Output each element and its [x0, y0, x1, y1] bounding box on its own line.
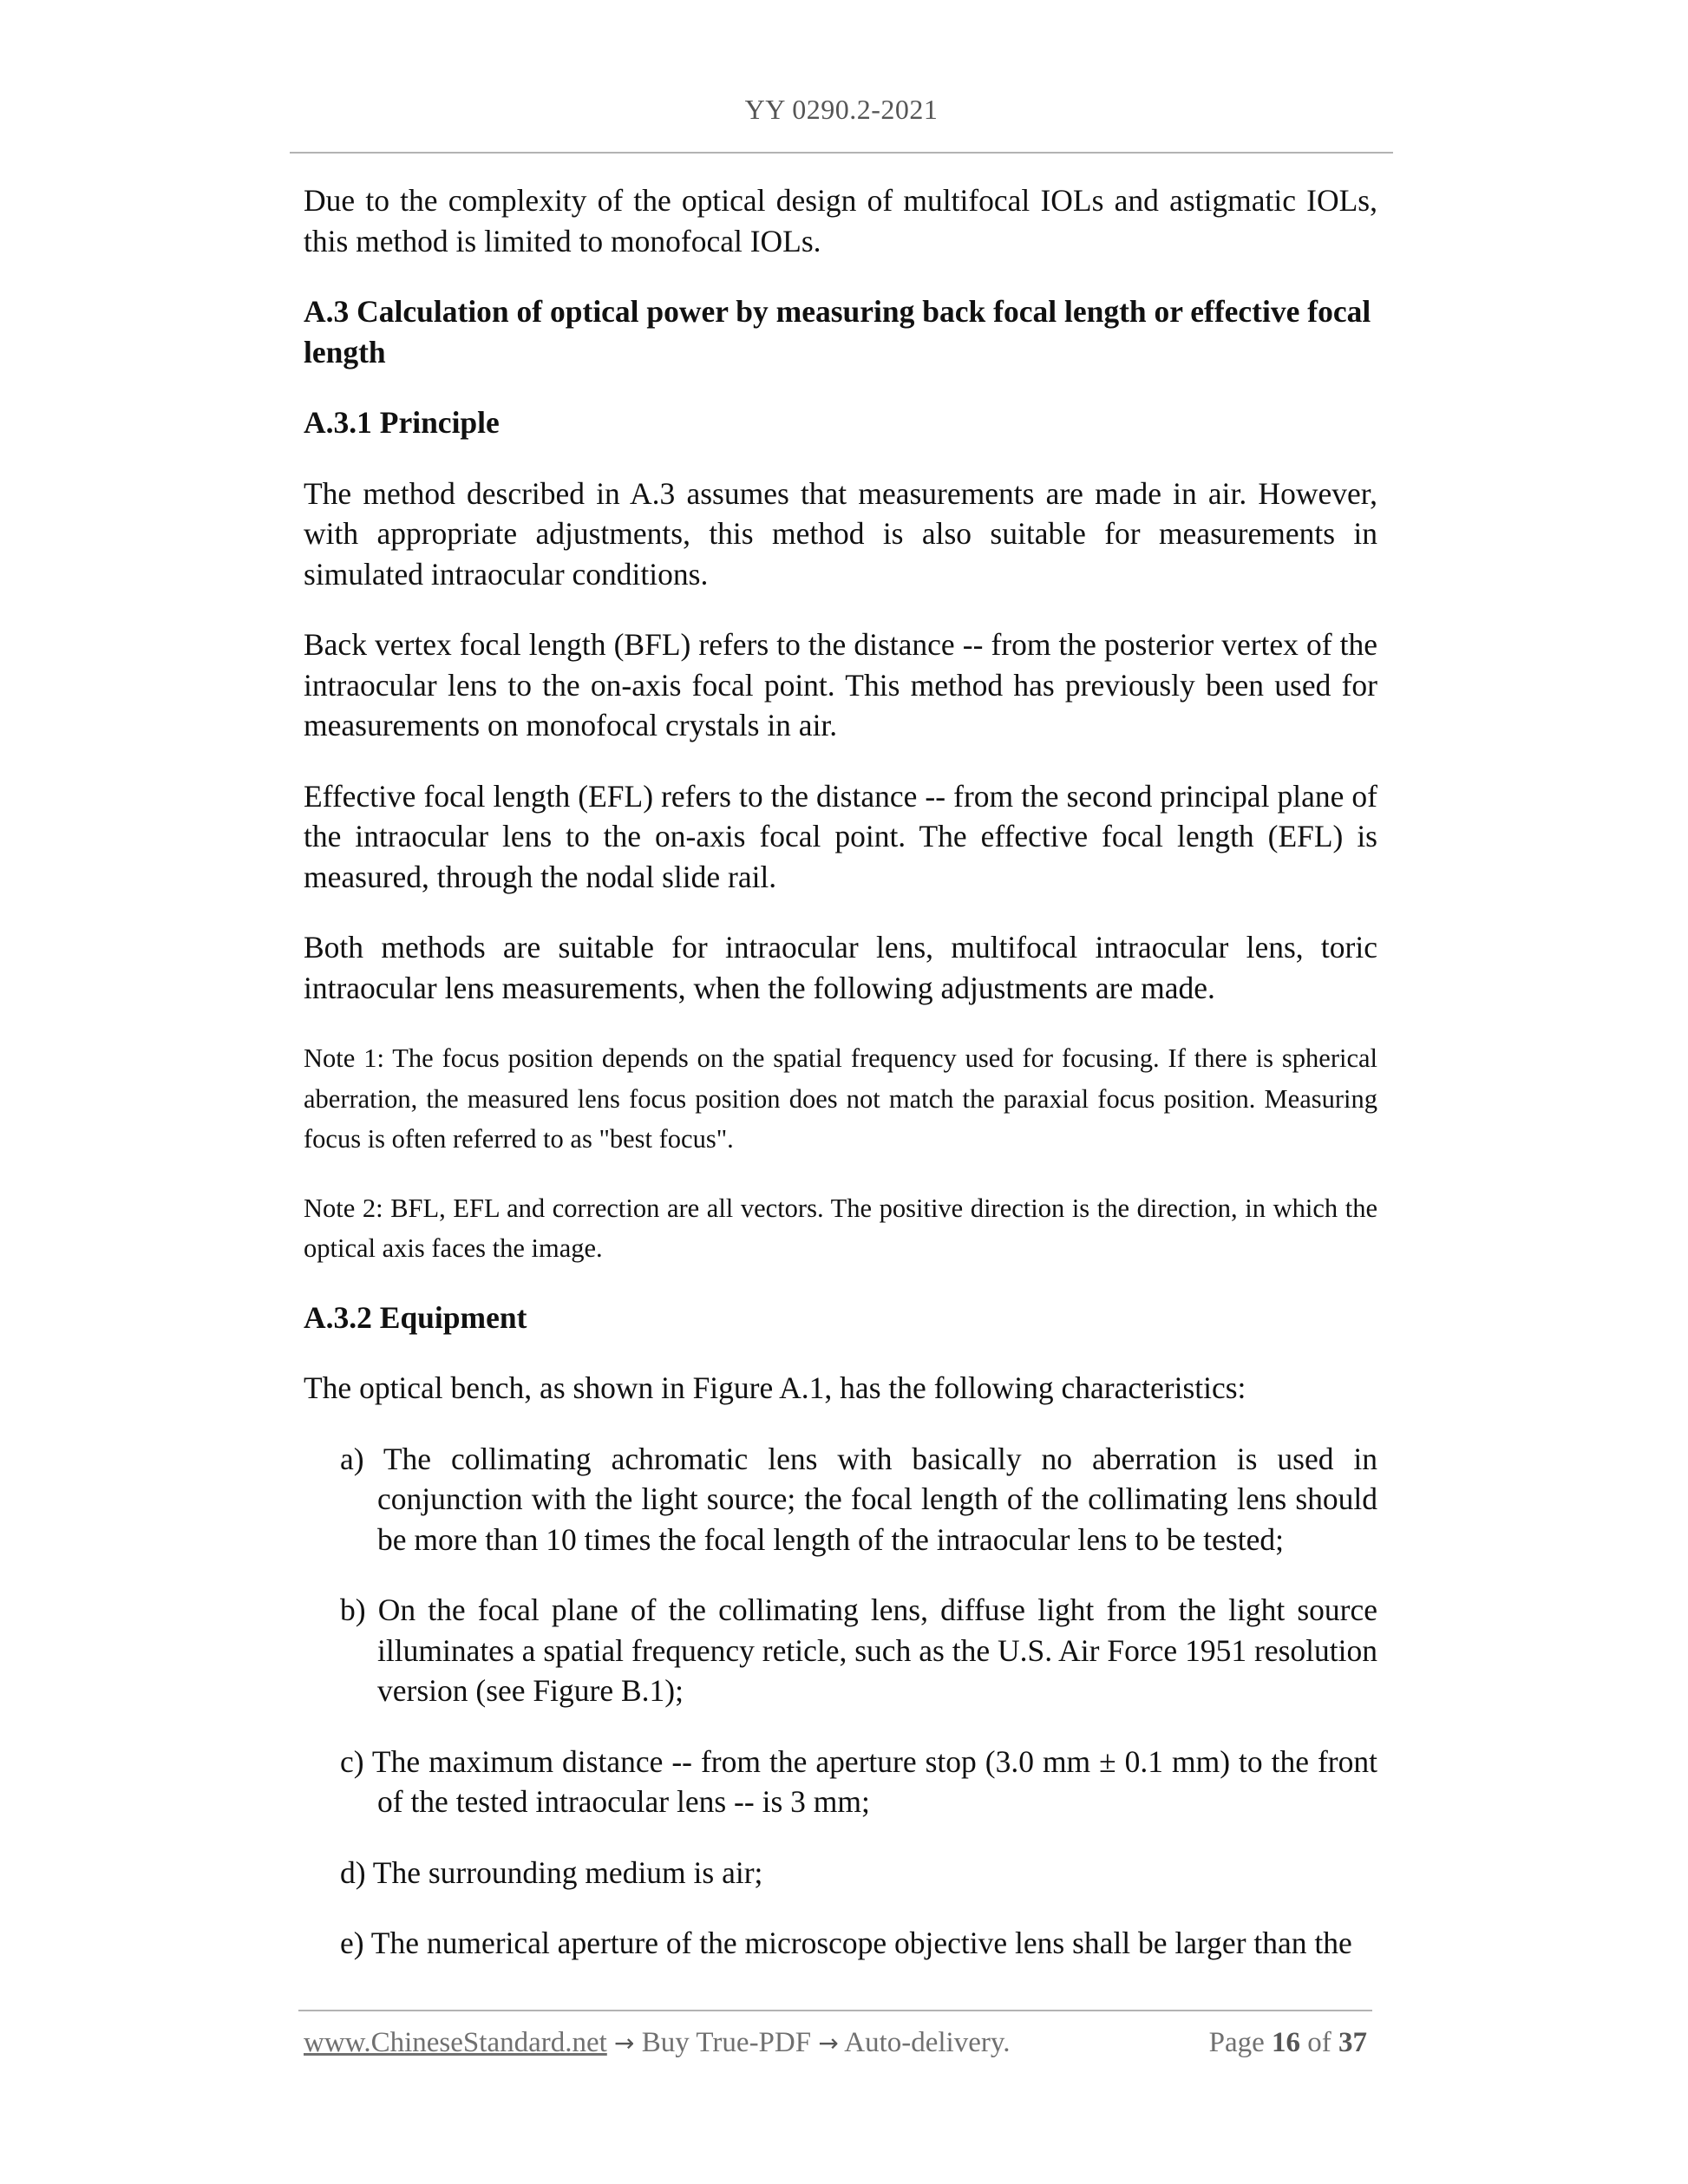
page-number [1209, 2027, 1367, 2059]
efl-paragraph: Effective focal length (EFL) refers to the distance -- from the second principal plane of the intraocular lens to the on-axis focal point. The effective focal length (EFL) is measured, through the nodal slide rail. [304, 778, 1377, 894]
section-heading-a3: A.3 Calculation of optical power by measuring back focal length or effective focal length [304, 294, 1371, 369]
list-item: d) The surrounding medium is air; [340, 1854, 763, 1890]
bfl-paragraph: Back vertex focal length (BFL) refers to the distance -- from the posterior vertex of the intraocular lens to the on-axis focal point. This method has previously been used for measurements on monofocal crystals in air. [304, 627, 1377, 742]
list-item: a) The collimating achromatic lens with basically no aberration is used in conjunction with the light source; the focal length of the collimating lens should be more than 10 times the focal length of the intraocular lens to be tested; [340, 1441, 1377, 1557]
document-id-header: YY 0290.2-2021 [744, 94, 939, 125]
characteristics-list [304, 1439, 1377, 1964]
page-of-label: of [1307, 2027, 1331, 2058]
note-1: Note 1: The focus position depends on the spatial frequency used for focusing. If there is spherical aberration, the measured lens focus position does not match the paraxial focus position. Measuring focus is often referred to as "best focus". [304, 1043, 1377, 1154]
both-methods-paragraph: Both methods are suitable for intraocular lens, multifocal intraocular lens, toric intraocular lens measurements, when the following adjustments are made. [304, 930, 1377, 1005]
footer-divider [298, 2010, 1372, 2011]
section-heading-a31: A.3.1 Principle [304, 405, 500, 440]
section-heading-a32: A.3.2 Equipment [304, 1299, 527, 1335]
intro-paragraph: Due to the complexity of the optical design of multifocal IOLs and astigmatic IOLs, this method is limited to monofocal IOLs. [304, 183, 1377, 258]
site-link[interactable]: www.ChineseStandard.net [304, 2027, 607, 2058]
buy-pdf-text: Buy True-PDF [641, 2027, 812, 2058]
page-body [304, 180, 1377, 1994]
method-paragraph: The method described in A.3 assumes that measurements are made in air. However, with appropriate adjustments, this method is also suitable for measurements in simulated intraocular conditions. [304, 475, 1377, 592]
list-item: e) The numerical aperture of the microscope objective lens shall be larger than the [340, 1926, 1352, 1960]
list-item: c) The maximum distance -- from the aperture stop (3.0 mm ± 0.1 mm) to the front of the tested intraocular lens -- is 3 mm; [340, 1743, 1377, 1819]
footer-links [304, 2027, 1010, 2059]
page-total: 37 [1338, 2027, 1367, 2058]
optical-bench-paragraph: The optical bench, as shown in Figure A.1, has the following characteristics: [304, 1370, 1246, 1405]
page-current: 16 [1272, 2027, 1300, 2058]
header-divider [290, 152, 1393, 154]
list-item: b) On the focal plane of the collimating lens, diffuse light from the light source illuminates a spatial frequency reticle, such as the U.S. Air Force 1951 resolution version (see Figure B.1); [340, 1592, 1377, 1708]
arrow-right-icon: → [818, 2029, 839, 2057]
note-2: Note 2: BFL, EFL and correction are all vectors. The positive direction is the direction, in which the optical axis faces the image. [304, 1193, 1377, 1263]
page-label: Page [1208, 2027, 1265, 2058]
arrow-right-icon: → [614, 2029, 635, 2057]
page-footer [304, 2027, 1367, 2059]
auto-delivery-text: Auto-delivery. [844, 2027, 1011, 2058]
